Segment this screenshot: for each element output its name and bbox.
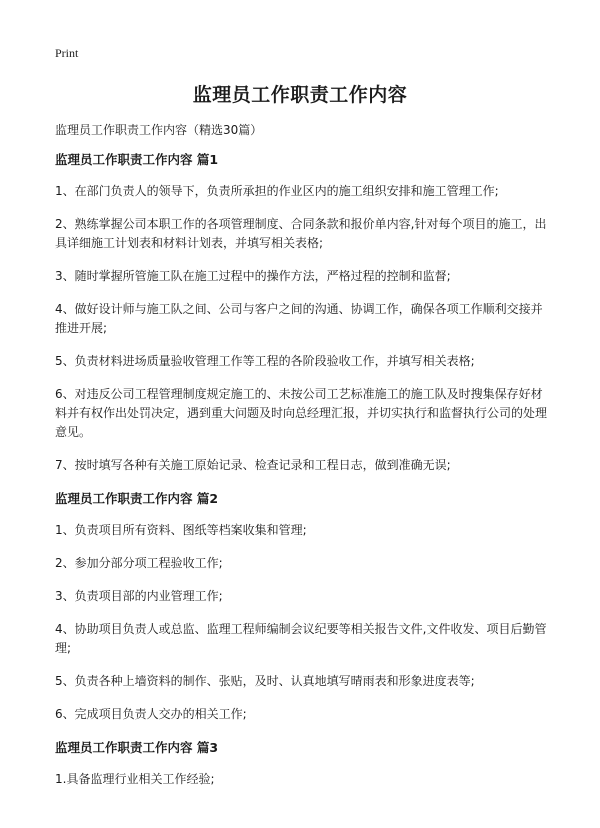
- paragraph: 1、在部门负责人的领导下，负责所承担的作业区内的施工组织安排和施工管理工作;: [55, 184, 499, 198]
- document-subtitle: 监理员工作职责工作内容（精选30篇）: [55, 123, 263, 137]
- section-2: [55, 489, 552, 724]
- document-content: [55, 150, 552, 803]
- paragraph: 5、负责材料进场质量验收管理工作等工程的各阶段验收工作，并填写相关表格;: [55, 354, 475, 368]
- paragraph: 6、对违反公司工程管理制度规定施工的、未按公司工艺标准施工的施工队及时搜集保存好材料并有权作出处罚决定，遇到重大问题及时向总经理汇报，并切实执行和监督执行公司的处理意见。: [55, 387, 548, 439]
- paragraph: 4、做好设计师与施工队之间、公司与客户之间的沟通、协调工作，确保各项工作顺利交接并推进开展;: [55, 302, 543, 335]
- paragraph: 1、负责项目所有资料、图纸等档案收集和管理;: [55, 523, 307, 537]
- paragraph: 3、随时掌握所管施工队在施工过程中的操作方法，严格过程的控制和监督;: [55, 269, 451, 283]
- paragraph: 2、熟练掌握公司本职工作的各项管理制度、合同条款和报价单内容,针对每个项目的施工，出具详细施工计划表和材料计划表，并填写相关表格;: [55, 217, 547, 250]
- paragraph: 1.具备监理行业相关工作经验;: [55, 772, 215, 786]
- paragraph: 6、完成项目负责人交办的相关工作;: [55, 707, 247, 721]
- print-link[interactable]: Print: [55, 46, 79, 60]
- section-3: [55, 738, 552, 789]
- paragraph: 4、协助项目负责人或总监、监理工程师编制会议纪要等相关报告文件,文件收发、项目后勤管理;: [55, 622, 547, 655]
- section-1: [55, 150, 552, 475]
- paragraph: 7、按时填写各种有关施工原始记录、检查记录和工程日志，做到准确无误;: [55, 458, 451, 472]
- paragraph: 3、负责项目部的内业管理工作;: [55, 589, 223, 603]
- section-heading: 监理员工作职责工作内容 篇3: [55, 740, 219, 755]
- paragraph: 2、参加分部分项工程验收工作;: [55, 556, 223, 570]
- document-title: 监理员工作职责工作内容: [192, 84, 408, 106]
- section-heading: 监理员工作职责工作内容 篇2: [55, 491, 219, 506]
- section-heading: 监理员工作职责工作内容 篇1: [55, 152, 219, 167]
- paragraph: 5、负责各种上墙资料的制作、张贴，及时、认真地填写晴雨表和形象进度表等;: [55, 674, 475, 688]
